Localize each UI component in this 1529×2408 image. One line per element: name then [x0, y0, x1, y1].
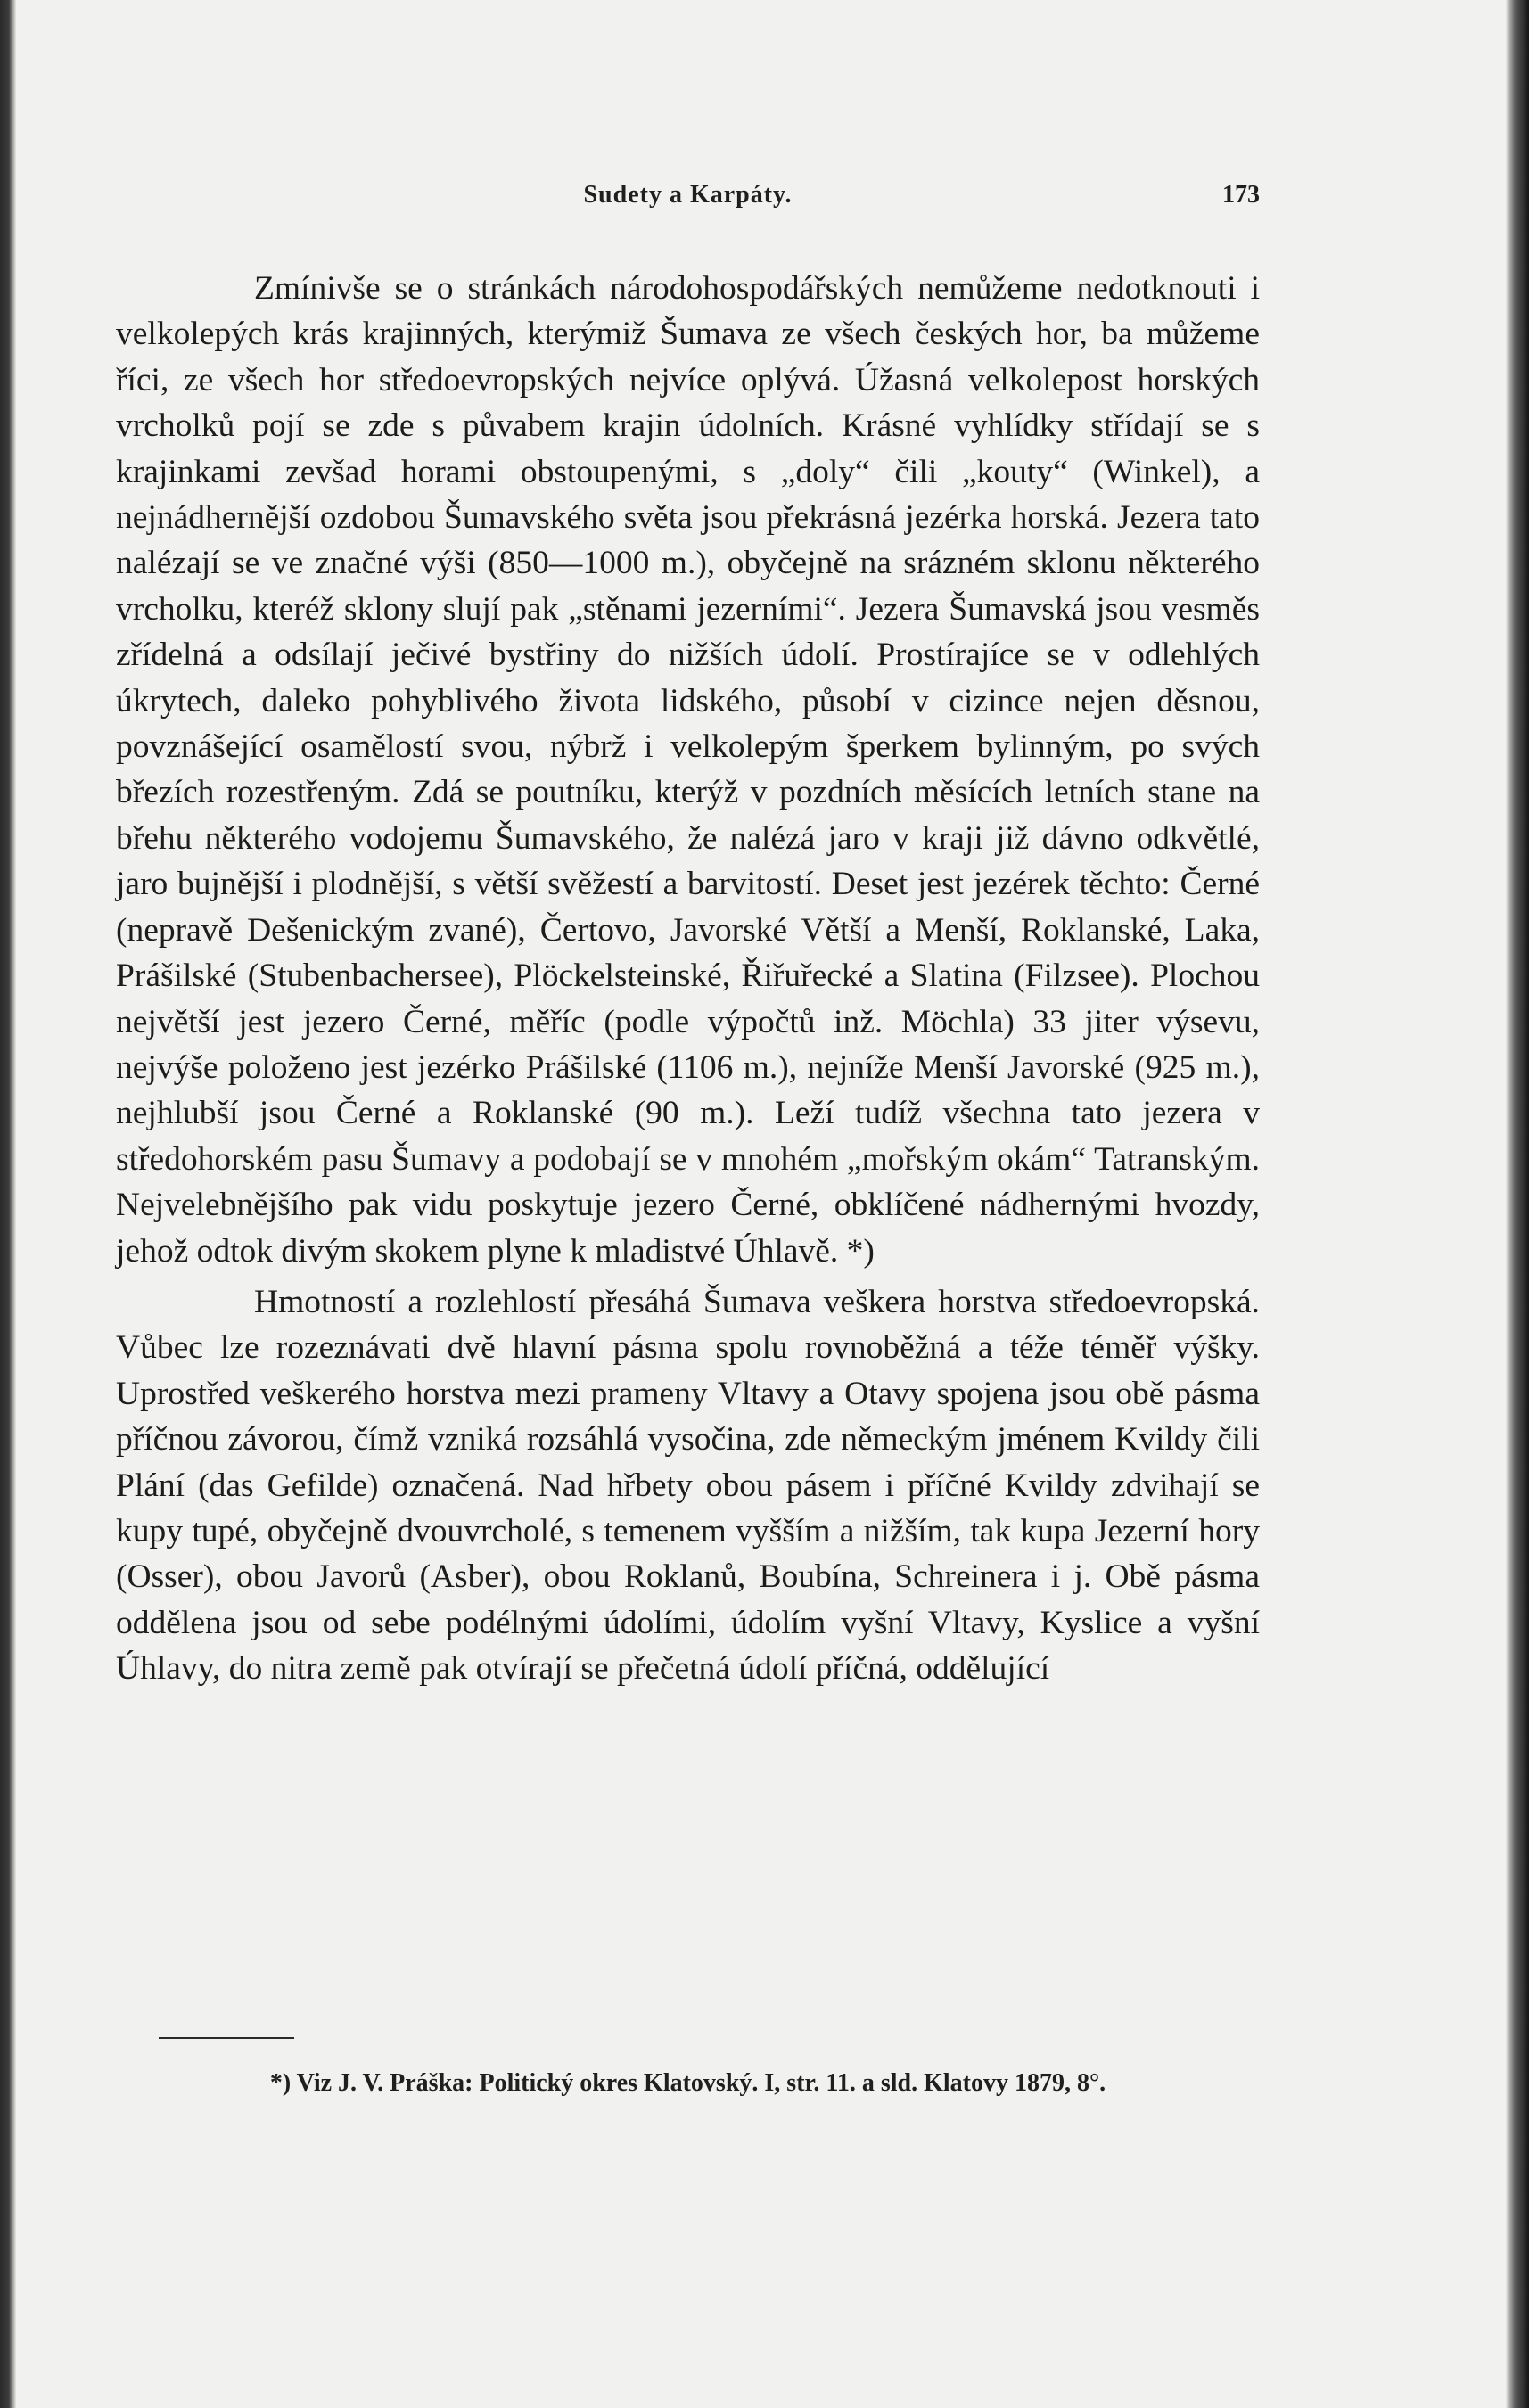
body-text: [116, 266, 1260, 1692]
page-number: 173: [1222, 181, 1260, 209]
paragraph-lakes: Zmínivše se o stránkách národohospodářských nemůžeme nedotknouti i velkolepých krás krajinných, kterýmiž Šumava ze všech českých hor, ba můžeme říci, ze všech hor středoevropských nejvíce oplývá. Úžasná velkolepost horských vrcholků pojí se zde s půvabem krajin údolních. Krásné vyhlídky střídají se s krajinkami zevšad horami obstoupenými, s „doly“ čili „kouty“ (Winkel), a nejnádhernější ozdobou Šumavského světa jsou překrásná jezérka horská. Jezera tato nalézají se ve značné výši (850—1000 m.), obyčejně na srázném sklonu některého vrcholku, kteréž sklony slují pak „stěnami jezerními“. Jezera Šumavská jsou vesměs zřídelná a odsílají ječivé bystřiny do nižších údolí. Prostírajíce se v odlehlých úkrytech, daleko pohyblivého života lidského, působí v cizince nejen děsnou, povznášející osamělostí svou, nýbrž i velkolepým šperkem bylinným, po svých březích rozestřeným. Zdá se poutníku, kterýž v pozdních měsících letních stane na břehu některého vodojemu Šumavského, že nalézá jaro v kraji již dávno odkvětlé, jaro bujnější i plodnější, s větší svěžestí a barvitostí. Deset jest jezérek těchto: Černé (nepravě Dešenickým zvané), Čertovo, Javorské Větší a Menší, Roklanské, Laka, Prášilské (Stubenbachersee), Plöckelsteinské, Řiřuřecké a Slatina (Filzsee). Plochou největší jest jezero Černé, měříc (podle výpočtů inž. Möchla) 33 jiter výsevu, nejvýše položeno jest jezérko Prášilské (1106 m.), nejníže Menší Javorské (925 m.), nejhlubší jsou Černé a Roklanské (90 m.). Leží tudíž všechna tato jezera v středohorském pasu Šumavy a podobají se v mnohém „mořským okám“ Tatranským. Nejvelebnějšího pak vidu poskytuje jezero Černé, obklíčené nádhernými hvozdy, jehož odtok divým skokem plyne k mladistvé Úhlavě. *): [116, 270, 1260, 1270]
running-title: Sudety a Karpáty.: [583, 181, 793, 209]
footnote: *) Viz J. V. Práška: Politický okres Klatovský. I, str. 11. a sld. Klatovy 1879, 8°.: [269, 2069, 1106, 2097]
scan-right-edge: [1506, 0, 1529, 2408]
footnote-rule: [159, 2037, 294, 2039]
paragraph-ranges: Hmotností a rozlehlostí přesáhá Šumava veškera horstva středoevropská. Vůbec lze rozeznávati dvě hlavní pásma spolu rovnoběžná a téže téměř výšky. Uprostřed veškerého horstva mezi prameny Vltavy a Otavy spojena jsou obě pásma příčnou závorou, čímž vzniká rozsáhlá vysočina, zde německým jménem Kvildy čili Plání (das Gefilde) označená. Nad hřbety obou pásem i příčné Kvildy zdvihají se kupy tupé, obyčejně dvouvrcholé, s temenem vyšším a nižším, tak kupa Jezerní hory (Osser), obou Javorů (Asber), obou Roklanů, Boubína, Schreinera i j. Obě pásma oddělena jsou od sebe podélnými údolími, údolím vyšní Vltavy, Kyslice a vyšní Úhlavy, do nitra země pak otvírají se přečetná údolí příčná, oddělující: [116, 1283, 1260, 1688]
page-header: [116, 181, 1260, 217]
scan-left-edge: [0, 0, 16, 2408]
